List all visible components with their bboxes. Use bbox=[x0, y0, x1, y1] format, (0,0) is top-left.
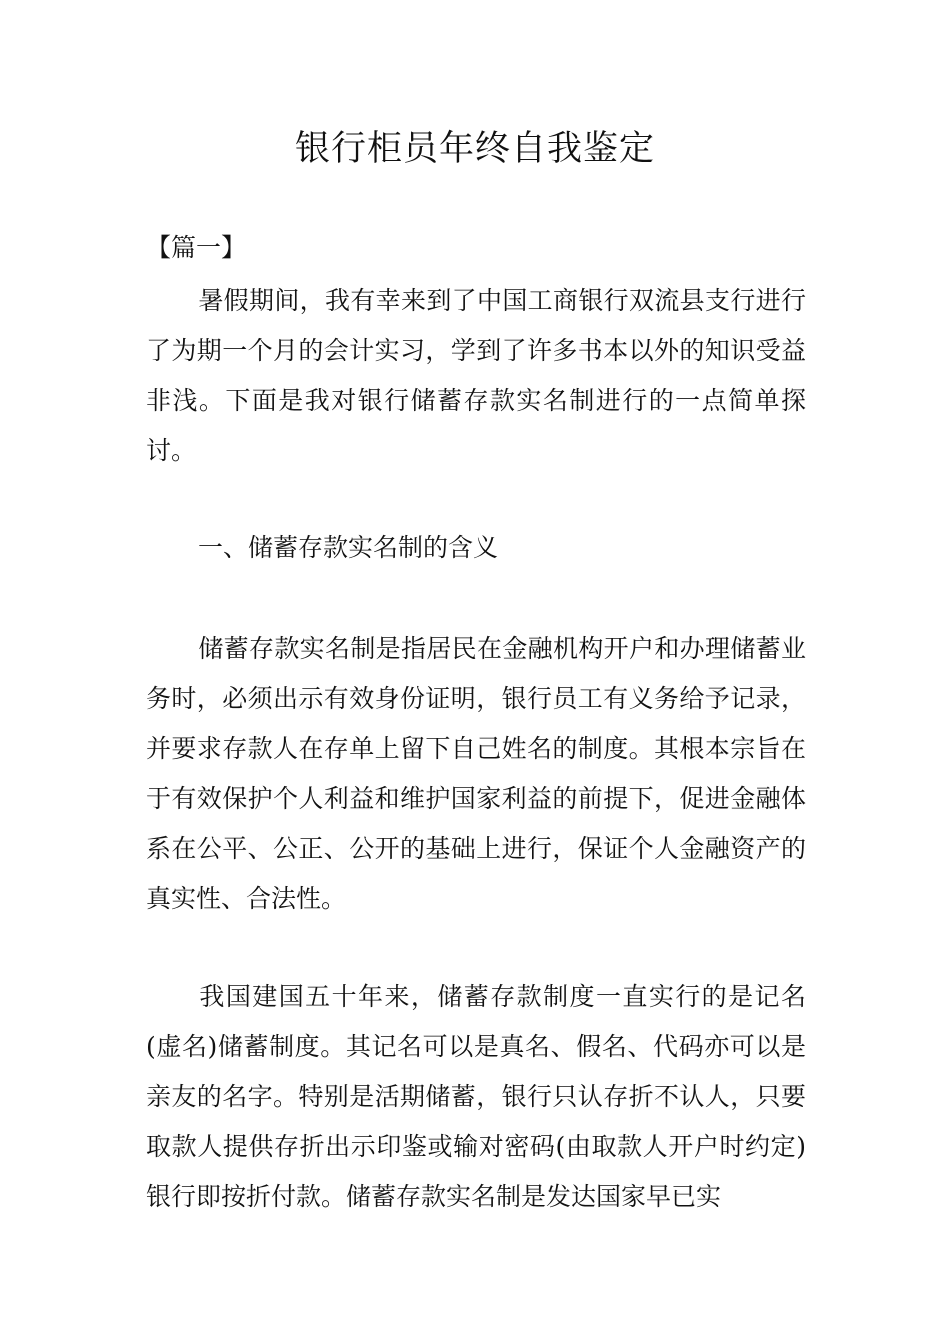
document-title: 银行柜员年终自我鉴定 bbox=[294, 129, 655, 169]
section-heading: 一、储蓄存款实名制的含义 bbox=[198, 533, 499, 562]
paragraph-intro-text: 暑假期间，我有幸来到了中国工商银行双流县支行进行了为期一个月的会计实习，学到了许多书本以外的知识受益非浅。下面是我对银行储蓄存款实名制进行的一点简单探讨。 bbox=[146, 286, 806, 465]
paragraph-history bbox=[146, 972, 806, 1222]
paragraph-definition bbox=[146, 624, 806, 924]
paragraph-intro bbox=[146, 276, 806, 476]
paragraph-definition-text: 储蓄存款实名制是指居民在金融机构开户和办理储蓄业务时，必须出示有效身份证明，银行员工有义务给予记录，并要求存款人在存单上留下自己姓名的制度。其根本宗旨在于有效保护个人利益和维护国家利益的前提下，促进金融体系在公平、公正、公开的基础上进行，保证个人金融资产的真实性、合法性。 bbox=[146, 634, 806, 913]
section-label: 【篇一】 bbox=[146, 233, 247, 262]
paragraph-history-text: 我国建国五十年来，储蓄存款制度一直实行的是记名(虚名)储蓄制度。其记名可以是真名、假名、代码亦可以是亲友的名字。特别是活期储蓄，银行只认存折不认人，只要取款人提供存折出示印鉴或输对密码(由取款人开户时约定)银行即按折付款。储蓄存款实名制是发达国家早已实 bbox=[146, 982, 806, 1211]
